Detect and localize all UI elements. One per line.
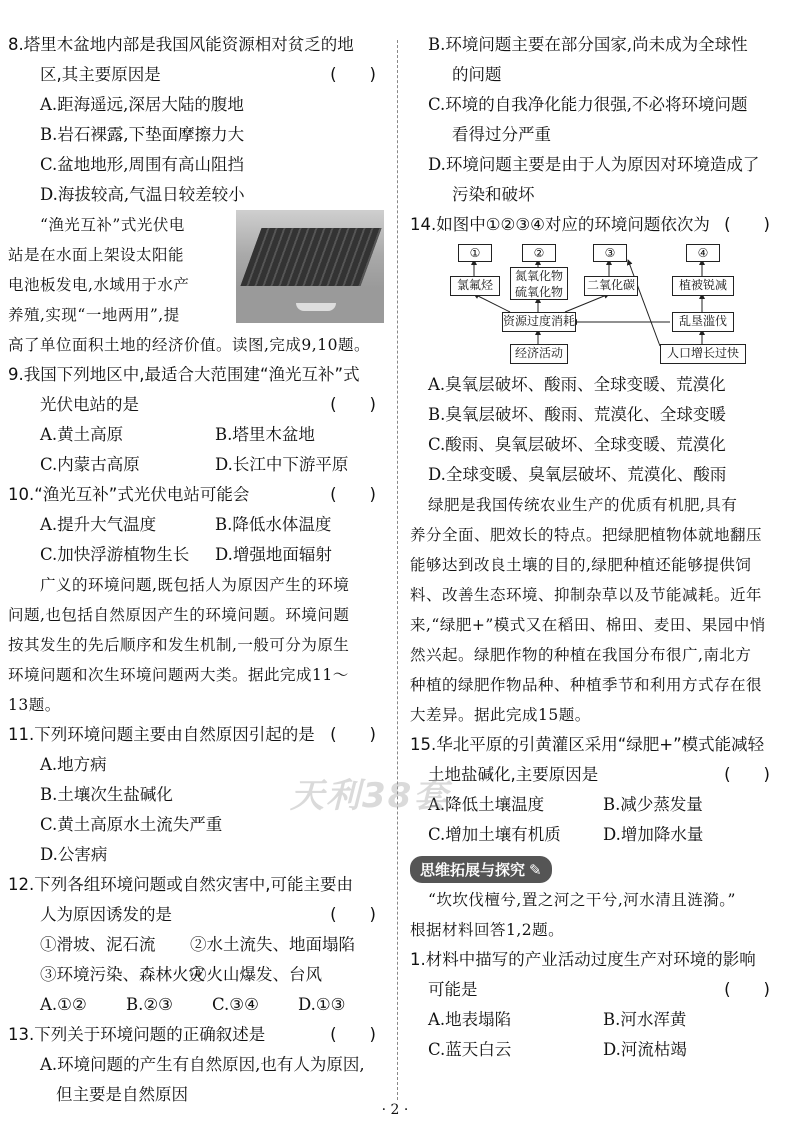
p1-option-c: C.蓝天白云 <box>428 1040 512 1059</box>
right-column <box>410 30 782 1065</box>
box-2: ② <box>522 244 556 262</box>
question-p1 <box>410 945 782 1065</box>
passage-line: 问题,也包括自然原因产生的环境问题。环境问题 <box>8 606 350 624</box>
q12-item-4: ④火山爆发、台风 <box>190 965 322 984</box>
q14-option-b: B.臭氧层破坏、酸雨、荒漠化、全球变暖 <box>428 405 726 424</box>
watermark: 天利38套 <box>290 776 450 816</box>
answer-paren: ( ) <box>724 765 770 784</box>
question-13 <box>8 1020 388 1110</box>
column-divider <box>397 40 398 1100</box>
q14-option-a: A.臭氧层破坏、酸雨、全球变暖、荒漠化 <box>428 375 726 394</box>
passage-line: 种植的绿肥作物品种、种植季节和利用方式存在很 <box>410 676 763 694</box>
solar-panel-shape <box>240 228 381 286</box>
answer-paren: ( ) <box>330 725 376 744</box>
solar-fishery-photo <box>236 210 384 323</box>
box-4: ④ <box>686 244 720 262</box>
q15-option-a: A.降低土壤温度 <box>428 795 545 814</box>
q12-option-b: B.②③ <box>126 995 173 1014</box>
p1-option-a: A.地表塌陷 <box>428 1010 512 1029</box>
box-population-growth: 人口增长过快 <box>660 344 746 364</box>
q12-item-1: ①滑坡、泥石流 <box>40 935 156 954</box>
q11-stem: 11.下列环境问题主要由自然原因引起的是 <box>8 725 315 744</box>
q12-stem-cont: 人为原因诱发的是 <box>40 905 172 924</box>
question-12 <box>8 870 388 1020</box>
q13-option-c: C.环境的自我净化能力很强,不必将环境问题 <box>428 95 748 114</box>
q12-option-d: D.①③ <box>298 995 346 1014</box>
intro-line: 站是在水面上架设太阳能 <box>8 246 185 264</box>
q11-option-b: B.土壤次生盐碱化 <box>40 785 173 804</box>
passage-line: 绿肥是我国传统农业生产的优质有机肥,具有 <box>428 496 738 514</box>
question-13-continued <box>410 30 782 210</box>
q10-option-d: D.增强地面辐射 <box>215 545 332 564</box>
sox-label: 硫氧化物 <box>514 285 563 299</box>
answer-paren: ( ) <box>330 905 376 924</box>
passage-line: 大差异。据此完成15题。 <box>410 706 591 724</box>
q9-stem: 9.我国下列地区中,最适合大范围建“渔光互补”式 <box>8 365 360 384</box>
passage-line: 按其发生的先后顺序和发生机制,一般可分为原生 <box>8 636 350 654</box>
q13-option-a: A.环境问题的产生有自然原因,也有人为原因, <box>40 1055 365 1074</box>
passage-line: “坎坎伐檀兮,置之河之干兮,河水清且涟漪。” <box>428 891 736 909</box>
passage-line: 养分全面、肥效长的特点。把绿肥植物体就地翻压 <box>410 526 763 544</box>
q13-stem: 13.下列关于环境问题的正确叙述是 <box>8 1025 266 1044</box>
section-heading <box>410 856 552 883</box>
left-column <box>8 30 388 1110</box>
answer-paren: ( ) <box>330 1025 376 1044</box>
intro-line: “渔光互补”式光伏电 <box>40 216 185 234</box>
box-deforestation: 乱垦滥伐 <box>672 312 734 332</box>
answer-paren: ( ) <box>724 215 770 234</box>
q12-option-c: C.③④ <box>212 995 259 1014</box>
p1-option-b: B.河水浑黄 <box>603 1010 687 1029</box>
q8-stem-cont: 区,其主要原因是 <box>40 65 161 84</box>
question-10 <box>8 480 388 570</box>
question-9 <box>8 360 388 480</box>
q10-option-c: C.加快浮游植物生长 <box>40 545 190 564</box>
q9-option-d: D.长江中下游平原 <box>215 455 349 474</box>
box-3: ③ <box>593 244 627 262</box>
q15-option-d: D.增加降水量 <box>603 825 704 844</box>
q12-item-2: ②水土流失、地面塌陷 <box>190 935 355 954</box>
passage-line: 根据材料回答1,2题。 <box>410 921 565 939</box>
intro-line: 高了单位面积土地的经济价值。读图,完成9,10题。 <box>8 336 370 354</box>
passage-line: 来,“绿肥+”模式又在稻田、棉田、麦田、果园中悄 <box>410 616 766 634</box>
intro-with-photo <box>8 210 388 330</box>
pencil-icon: ✎ <box>529 860 542 879</box>
p1-stem-cont: 可能是 <box>428 980 478 999</box>
q15-stem-cont: 土地盐碱化,主要原因是 <box>428 765 599 784</box>
passage-line: 然兴起。绿肥作物的种植在我国分布很广,南北方 <box>410 646 752 664</box>
intro-line: 养殖,实现“一地两用”,提 <box>8 306 180 324</box>
page-number: · 2 · <box>381 1102 409 1118</box>
p1-stem: 1.材料中描写的产业活动过度生产对环境的影响 <box>410 950 756 969</box>
box-cfc: 氯氟烃 <box>450 276 500 296</box>
box-economic-activity: 经济活动 <box>510 344 568 364</box>
q10-option-a: A.提升大气温度 <box>40 515 157 534</box>
box-nox-sox <box>510 267 568 300</box>
answer-paren: ( ) <box>724 980 770 999</box>
question-8 <box>8 30 388 210</box>
q9-option-b: B.塔里木盆地 <box>215 425 315 444</box>
q8-option-a: A.距海遥远,深居大陆的腹地 <box>40 95 244 114</box>
answer-paren: ( ) <box>330 485 376 504</box>
answer-paren: ( ) <box>330 65 376 84</box>
box-vegetation-loss: 植被锐减 <box>672 276 734 296</box>
passage-line: 13题。 <box>8 696 61 714</box>
q14-option-d: D.全球变暖、臭氧层破坏、荒漠化、酸雨 <box>428 465 727 484</box>
q13-option-c-cont: 看得过分严重 <box>452 125 551 144</box>
q11-option-d: D.公害病 <box>40 845 108 864</box>
passage-line: 料、改善生态环境、抑制杂草以及节能减耗。近年 <box>410 586 763 604</box>
question-15 <box>410 730 782 850</box>
question-14 <box>410 210 782 490</box>
q8-stem: 8.塔里木盆地内部是我国风能资源相对贫乏的地 <box>8 35 354 54</box>
passage-poem <box>410 885 782 945</box>
environment-flow-diagram <box>410 244 782 366</box>
q10-stem: 10.“渔光互补”式光伏电站可能会 <box>8 485 250 504</box>
passage-line: 环境问题和次生环境问题两大类。据此完成11～ <box>8 666 349 684</box>
q9-option-a: A.黄土高原 <box>40 425 124 444</box>
q12-item-3: ③环境污染、森林火灾 <box>40 965 205 984</box>
passage-line: 能够达到改良土壤的目的,绿肥种植还能够提供饲 <box>410 556 752 574</box>
q13-option-a-cont: 但主要是自然原因 <box>56 1085 188 1104</box>
answer-paren: ( ) <box>330 395 376 414</box>
q10-option-b: B.降低水体温度 <box>215 515 332 534</box>
q13-option-b: B.环境问题主要在部分国家,尚未成为全球性 <box>428 35 748 54</box>
p1-option-d: D.河流枯竭 <box>603 1040 687 1059</box>
q14-stem: 14.如图中①②③④对应的环境问题依次为 <box>410 215 710 234</box>
box-co2: 二氧化碳 <box>584 276 638 296</box>
q8-option-b: B.岩石裸露,下垫面摩擦力大 <box>40 125 245 144</box>
box-resource-overuse: 资源过度消耗 <box>502 312 576 332</box>
q15-option-c: C.增加土壤有机质 <box>428 825 561 844</box>
q8-option-d: D.海拔较高,气温日较差较小 <box>40 185 245 204</box>
section-heading-text: 思维拓展与探究 <box>420 861 526 879</box>
intro-line: 电池板发电,水域用于水产 <box>8 276 190 294</box>
q12-stem: 12.下列各组环境问题或自然灾害中,可能主要由 <box>8 875 353 894</box>
q13-option-d-cont: 污染和破坏 <box>452 185 535 204</box>
q13-option-b-cont: 的问题 <box>452 65 502 84</box>
boat-shape <box>296 303 336 311</box>
q8-option-c: C.盆地地形,周围有高山阻挡 <box>40 155 245 174</box>
q11-option-c: C.黄土高原水土流失严重 <box>40 815 223 834</box>
q13-option-d: D.环境问题主要是由于人为原因对环境造成了 <box>428 155 760 174</box>
q15-option-b: B.减少蒸发量 <box>603 795 703 814</box>
q9-option-c: C.内蒙古高原 <box>40 455 140 474</box>
nox-label: 氮氧化物 <box>514 269 563 283</box>
q12-option-a: A.①② <box>40 995 87 1014</box>
q15-stem: 15.华北平原的引黄灌区采用“绿肥+”模式能减轻 <box>410 735 765 754</box>
passage-line: 广义的环境问题,既包括人为原因产生的环境 <box>40 576 350 594</box>
q9-stem-cont: 光伏电站的是 <box>40 395 139 414</box>
box-1: ① <box>458 244 492 262</box>
passage-environment <box>8 570 388 720</box>
q11-option-a: A.地方病 <box>40 755 107 774</box>
q14-option-c: C.酸雨、臭氧层破坏、全球变暖、荒漠化 <box>428 435 726 454</box>
passage-green-manure <box>410 490 782 730</box>
